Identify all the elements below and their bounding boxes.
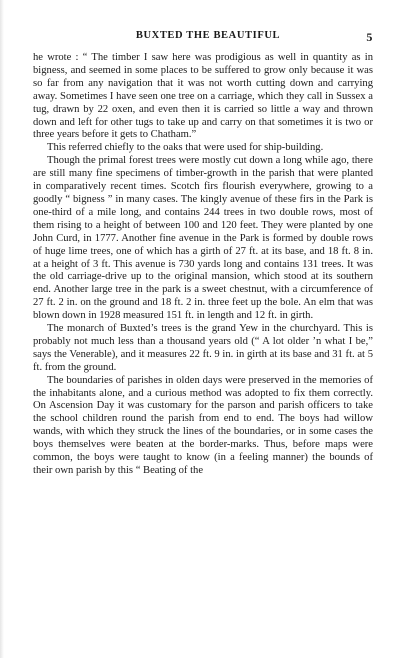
paragraph-2: This referred chiefly to the oaks that were used for ship-building. (47, 142, 324, 154)
page-edge-shadow (0, 0, 4, 658)
running-title: BUXTED THE BEAUTIFUL (135, 30, 281, 41)
running-head (33, 30, 373, 46)
body-text (33, 52, 373, 478)
paragraph-5: The boundaries of parishes in olden days were preserved in the memories of the inhabitants alone, and a curious method was adopted to fix them correctly. On Ascension Day it was customary for the parson and parish officers to take the school children round the parish from end to end. The boys had willow wands, with which they struck the lines of the boundaries, or in some cases the boys themselves were beaten at the border-marks. Thus, before maps were common, the boys were taught to know (in a feeling manner) the bounds of their own parish by this “ Beating of the (33, 374, 373, 476)
paragraph-4: The monarch of Buxted’s trees is the grand Yew in the churchyard. This is probably not much less than a thousand years old (“ A lot older ’n what I be,” says the Venerable), and it measures 22 ft. 9 in. in girth at its base and 31 ft. at 5 ft. from the ground. (33, 323, 373, 373)
page-number: 5 (366, 30, 373, 44)
paragraph-1: he wrote : “ The timber I saw here was prodigious as well in quantity as in bigness, and seemed in some places to be suffered to grow only because it was so far from any navigation that it was not worth cutting down and carrying away. Sometimes I have seen one tree on a carriage, which they call in Sussex a tug, drawn by 22 oxen, and even then it is carried so little a way and thrown down and left for other tugs to take up and carry on that sometimes it is two or three years before it gets to Chatham.” (33, 52, 373, 141)
paragraph-3: Though the primal forest trees were mostly cut down a long while ago, there are still many fine specimens of timber-growth in the parish that were planted in comparatively recent times. Scotch firs flourish everywhere, growing to a goodly “ bigness ” in many cases. The kingly avenue of these firs in the Park is one-third of a mile long, and contains 244 trees in two double rows, most of them rising to a height of between 100 and 120 feet. They were planted by one John Curd, in 1777. Another fine avenue in the Park is formed by double rows of huge lime trees, one of which has a girth of 27 ft. at its base, and 18 ft. 8 in. at a height of 3 ft. This avenue is 730 yards long and contains 131 trees. It was the old carriage-drive up to the original mansion, which stood at its southern end. Another large tree in the park is a sweet chestnut, with a circumference of 27 ft. 2 in. on the ground and 18 ft. 2 in. three feet up the bole. An elm that was blown down in 1928 measured 151 ft. in length and 12 ft. in girth. (33, 155, 373, 322)
